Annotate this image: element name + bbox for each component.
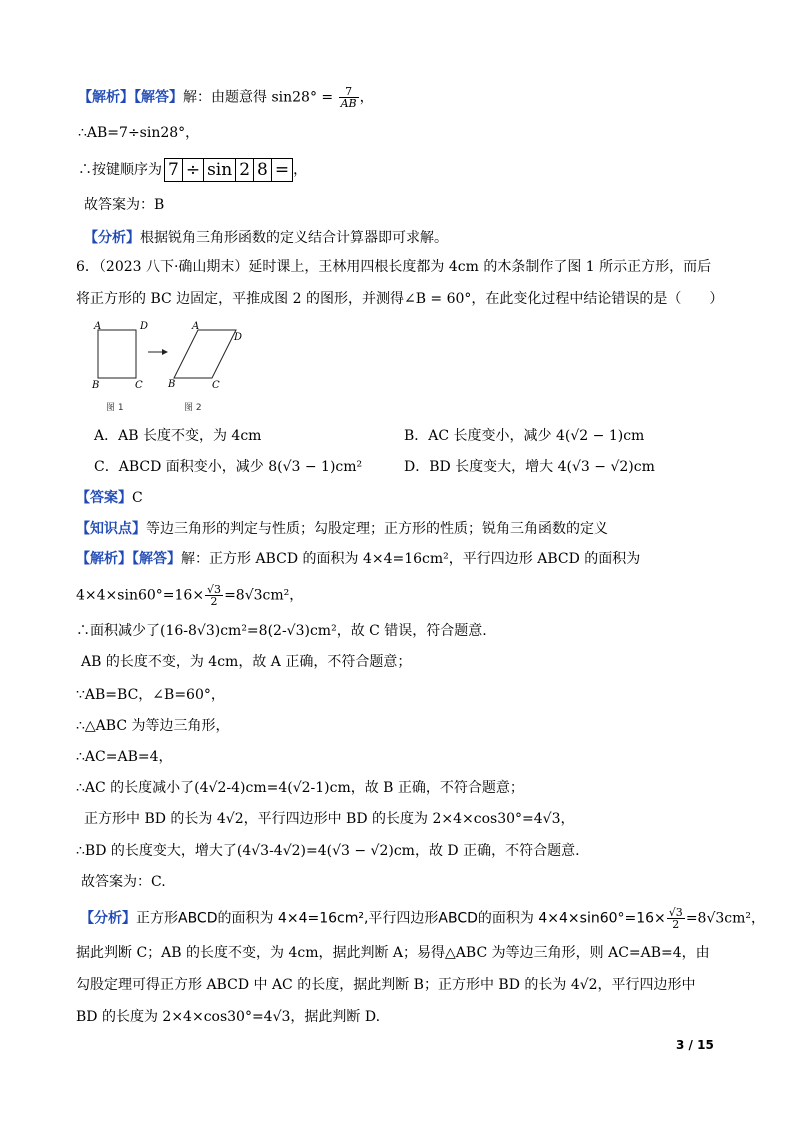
option-c: C．ABCD 面积变小，减少 8(√3 − 1)cm² bbox=[94, 459, 363, 475]
solution-row-10: ∴BD 的长度变大，增大了(4√3-4√2)=4(√3 − √2)cm，故 D 正确，不符合题意. bbox=[76, 843, 580, 859]
option-b: B．AC 长度变小，减少 4(√2 − 1)cm bbox=[404, 428, 645, 444]
fig2-caption: 图 2 bbox=[184, 403, 202, 413]
fig1-caption: 图 1 bbox=[106, 403, 124, 413]
fig2-label-b: B bbox=[168, 379, 176, 390]
answer-row: 【答案】C bbox=[76, 490, 143, 506]
answer-tag: 【答案】 bbox=[76, 490, 132, 506]
calculator-key: sin bbox=[204, 159, 236, 181]
fraction: $\frac{7}{AB}$ bbox=[340, 85, 357, 110]
solution-row-8: ∴AC 的长度减小了(4√2-4)cm=4(√2-1)cm，故 B 正确，不符合题意； bbox=[76, 780, 524, 796]
analysis-tag: 【解析】 bbox=[78, 89, 134, 106]
fig2-label-d: D bbox=[234, 332, 243, 343]
analysis-row-2: 据此判断 C；AB 的长度不变，为 4cm，据此判断 A；易得△ABC 为等边三角形，则 AC=AB=4，由 bbox=[76, 945, 710, 961]
solution-row-11: 故答案为：C. bbox=[81, 874, 166, 890]
calculator-key: 7 bbox=[165, 159, 183, 181]
fig2-label-c: C bbox=[212, 380, 220, 391]
solution-row-3: ∴面积减少了(16-8√3)cm²=8(2-√3)cm²，故 C 错误，符合题意. bbox=[76, 623, 487, 639]
analysis-tag: 【分析】 bbox=[80, 910, 136, 927]
calculator-key: = bbox=[274, 160, 290, 180]
analysis-tag: 【分析】 bbox=[84, 230, 140, 246]
question-figure bbox=[88, 318, 248, 416]
answer-detail-tag: 【解答】 bbox=[132, 551, 181, 567]
fraction: $\frac{√3}{2}$ bbox=[668, 906, 683, 931]
solution-line-3: ∴按键顺序为 7 ÷ sin 2 8 = ， bbox=[78, 160, 308, 180]
solution-row-6: ∴△ABC 为等边三角形， bbox=[76, 718, 230, 734]
fig1-label-d: D bbox=[140, 321, 149, 332]
answer-line: 故答案为：B bbox=[84, 197, 165, 213]
fraction: $\frac{√3}{2}$ bbox=[207, 583, 222, 608]
solution-row-4: AB 的长度不变，为 4cm，故 A 正确，不符合题意； bbox=[81, 654, 412, 670]
question-line-1: 6．（2023 八下·确山期末）延时课上，王林用四根长度都为 4cm 的木条制作了图 1 所示正方形，而后 bbox=[76, 259, 712, 275]
knowledge-points-tag: 【知识点】 bbox=[76, 521, 146, 537]
option-a: A．AB 长度不变，为 4cm bbox=[94, 428, 262, 444]
key-sequence bbox=[164, 158, 293, 182]
analysis-line: 【分析】根据锐角三角形函数的定义结合计算器即可求解。 bbox=[84, 230, 448, 246]
solution-text: 解：由题意得 sin28° = bbox=[183, 89, 338, 106]
fig1-label-c: C bbox=[135, 380, 143, 391]
analysis-row-3: 勾股定理可得正方形 ABCD 中 AC 的长度，据此判断 B；正方形中 BD 的长为 4√2，平行四边形中 bbox=[76, 977, 696, 993]
calculator-key: 2 bbox=[236, 159, 254, 181]
solution-row-1: 【解析】【解答】解：正方形 ABCD 的面积为 4×4=16cm²，平行四边形 ABCD 的面积为 bbox=[76, 551, 641, 567]
analysis-row-1: 【分析】正方形ABCD的面积为 4×4=16cm²,平行四边形ABCD的面积为 4×4×sin60°=16× $\frac{√3}{2}$ =8√3cm²， bbox=[80, 906, 766, 931]
option-d: D．BD 长度变大，增大 4(√3 − √2)cm bbox=[404, 459, 655, 475]
calculator-key: ÷ bbox=[183, 159, 204, 181]
answer-detail-tag: 【解答】 bbox=[134, 89, 183, 106]
solution-row-2: 4×4×sin60°=16× $\frac{√3}{2}$ =8√3cm²， bbox=[76, 583, 304, 608]
solution-line-1: 【解析】【解答】解：由题意得 sin28° = $\frac{7}{AB}$ ， bbox=[78, 85, 374, 110]
question-line-2: 将正方形的 BC 边固定，平推成图 2 的图形，并测得∠B = 60°，在此变化过程中结论错误的是（ ） bbox=[76, 291, 724, 307]
analysis-tag: 【解析】 bbox=[76, 551, 132, 567]
solution-row-5: ∵AB=BC，∠B=60°， bbox=[76, 687, 225, 703]
page-number: 3 / 15 bbox=[676, 1038, 714, 1052]
analysis-row-4: BD 的长度为 2×4×cos30°=4√3，据此判断 D. bbox=[76, 1009, 381, 1025]
fig2-label-a: A bbox=[192, 321, 200, 332]
solution-row-9: 正方形中 BD 的长为 4√2，平行四边形中 BD 的长度为 2×4×cos30°=4√3， bbox=[84, 811, 575, 827]
solution-row-7: ∴AC=AB=4， bbox=[76, 749, 173, 765]
fig1-label-a: A bbox=[94, 321, 102, 332]
solution-line-2: ∴AB=7÷sin28°， bbox=[78, 125, 200, 141]
calculator-key: 8 bbox=[254, 159, 272, 181]
fig1-label-b: B bbox=[92, 380, 100, 391]
knowledge-points-row: 【知识点】等边三角形的判定与性质；勾股定理；正方形的性质；锐角三角函数的定义 bbox=[76, 521, 608, 537]
